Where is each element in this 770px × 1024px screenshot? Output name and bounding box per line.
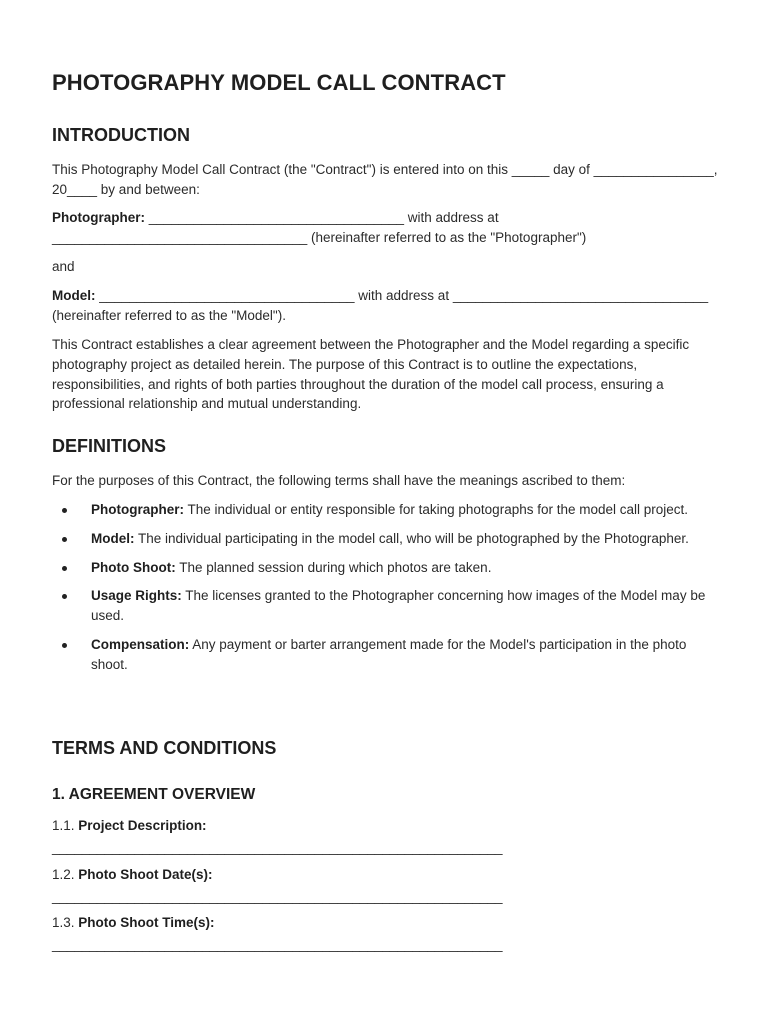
definitions-list (52, 500, 724, 684)
definitions-intro: For the purposes of this Contract, the following terms shall have the meanings ascribed to them: (52, 473, 626, 488)
field-label: Photo Shoot Time(s): (78, 915, 215, 930)
definition-text: The individual participating in the model call, who will be photographed by the Photographer. (134, 530, 689, 546)
bullet-icon (62, 537, 67, 542)
definition-term: Compensation: (91, 636, 190, 652)
field-number: 1.1. (52, 818, 79, 833)
field-label: Photo Shoot Date(s): (78, 867, 213, 882)
definition-text: Any payment or barter arrangement made for the Model's participation in the photo shoot. (91, 636, 687, 672)
definition-item (52, 500, 724, 520)
photographer-text: __________________________________ with address at __________________________________ (hereinafter referred to as the "Photographer") (52, 210, 587, 245)
definition-term: Model: (91, 530, 135, 546)
intro-paragraph: This Photography Model Call Contract (the "Contract") is entered into on this _____ day of ________________, 20____ by and between: (52, 162, 718, 197)
and-text: and (52, 259, 75, 274)
field-number: 1.2. (52, 867, 79, 882)
definition-text: The individual or entity responsible for taking photographs for the model call project. (184, 502, 689, 517)
bullet-icon (62, 643, 67, 648)
bullet-icon (62, 566, 67, 571)
definition-text: The planned session during which photos are taken. (175, 559, 492, 575)
document-title: PHOTOGRAPHY MODEL CALL CONTRACT (52, 70, 506, 95)
definition-item (52, 558, 724, 578)
field-photo-shoot-times (52, 913, 215, 933)
field-number: 1.3. (52, 915, 79, 930)
definition-term: Photographer: (91, 502, 184, 517)
field-photo-shoot-dates (52, 865, 213, 885)
model-text: __________________________________ with address at __________________________________ (hereinafter referred to as the "Model"). (52, 288, 709, 323)
field-project-description (52, 816, 207, 836)
photographer-label: Photographer: (52, 210, 145, 225)
purpose-paragraph: This Contract establishes a clear agreement between the Photographer and the Model regarding a specific photography project as detailed herein. The purpose of this Contract is to outline the expectations, responsibilities, and rights of both parties throughout the duration of the model call process, ensuring a professional relationship and mutual understanding. (52, 337, 690, 412)
bullet-icon (62, 508, 67, 513)
model-label: Model: (52, 288, 96, 303)
section-1-heading: 1. AGREEMENT OVERVIEW (52, 786, 256, 803)
field-label: Project Description: (78, 818, 207, 833)
introduction-heading: INTRODUCTION (52, 125, 190, 145)
definition-text: The licenses granted to the Photographer concerning how images of the Model may be used. (91, 588, 706, 624)
photo-shoot-dates-blank[interactable]: ____________________________________________________________ (52, 889, 503, 904)
definition-item (52, 529, 724, 549)
definition-term: Usage Rights: (91, 588, 182, 604)
definitions-heading: DEFINITIONS (52, 436, 167, 456)
bullet-icon (62, 594, 67, 599)
terms-heading: TERMS AND CONDITIONS (52, 738, 277, 758)
model-party (52, 286, 724, 326)
definition-term: Photo Shoot: (91, 559, 176, 575)
project-description-blank[interactable]: ____________________________________________________________ (52, 840, 503, 855)
definition-item (52, 586, 724, 626)
photographer-party (52, 208, 724, 248)
definition-item (52, 635, 724, 675)
photo-shoot-times-blank[interactable]: ____________________________________________________________ (52, 937, 503, 952)
